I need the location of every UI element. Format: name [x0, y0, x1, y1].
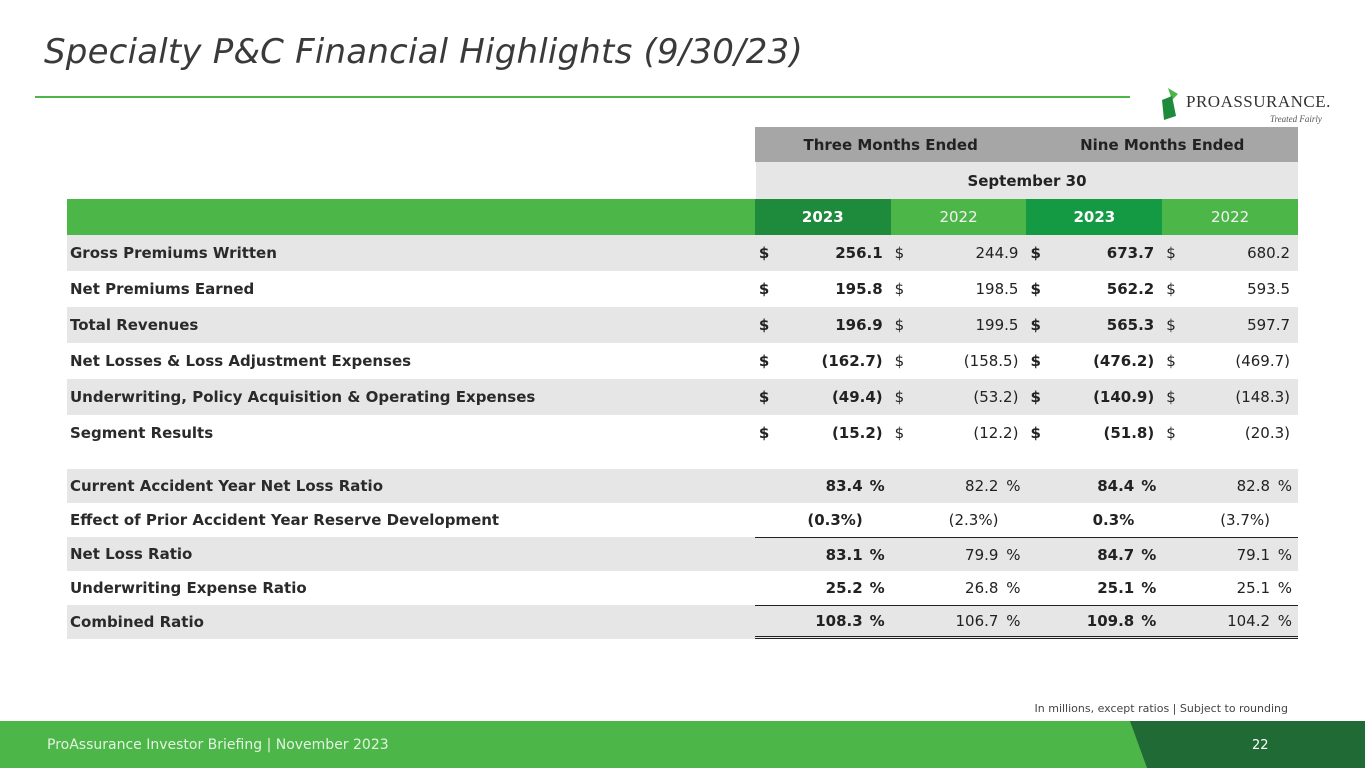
currency-symbol: $: [894, 316, 905, 334]
year-header: 2022: [1162, 199, 1298, 235]
percent-sign: %: [1141, 545, 1157, 564]
cell-value: 597.7: [1247, 316, 1291, 334]
value-cell: [1162, 537, 1298, 571]
value-cell: [1026, 605, 1162, 639]
table-row: [67, 469, 1298, 503]
cell-value: (0.3%): [807, 511, 863, 529]
cell-value: (162.7): [821, 352, 883, 370]
value-cell: [755, 605, 891, 639]
currency-symbol: $: [1166, 244, 1176, 262]
cell-value: 256.1: [835, 244, 883, 262]
value-cell: [891, 343, 1027, 379]
currency-symbol: $: [894, 244, 905, 262]
cell-value: 109.8: [1086, 612, 1135, 630]
value-cell: [755, 503, 891, 537]
cell-value: 25.1: [1097, 579, 1135, 597]
value-cell: [891, 235, 1027, 271]
currency-symbol: $: [758, 388, 770, 406]
cell-value: (53.2): [973, 388, 1019, 406]
currency-symbol: $: [1030, 280, 1041, 298]
value-cell: [1162, 503, 1298, 537]
cell-value: 565.3: [1106, 316, 1155, 334]
percent-sign: %: [1141, 579, 1157, 597]
cell-value: (140.9): [1093, 388, 1155, 406]
currency-symbol: $: [1166, 316, 1176, 334]
row-label: Gross Premiums Written: [70, 244, 277, 262]
cell-value: 84.4: [1097, 477, 1135, 495]
percent-sign: %: [1006, 545, 1021, 564]
table-row: [67, 271, 1298, 307]
year-header: 2022: [891, 199, 1027, 235]
row-label: Net Losses & Loss Adjustment Expenses: [70, 352, 412, 370]
cell-value: (15.2): [831, 424, 883, 442]
currency-symbol: $: [1166, 352, 1176, 370]
cell-value: 244.9: [975, 244, 1019, 262]
title-divider: [35, 96, 1130, 98]
currency-symbol: $: [758, 280, 770, 298]
row-label: Total Revenues: [70, 316, 199, 334]
percent-sign: %: [869, 545, 885, 564]
cell-value: 199.5: [975, 316, 1019, 334]
percent-sign: %: [869, 579, 885, 597]
cell-value: (2.3%): [948, 511, 999, 529]
cell-value: (476.2): [1093, 352, 1155, 370]
header-three-months: Three Months Ended: [755, 127, 1027, 162]
value-cell: [755, 343, 891, 379]
value-cell: [755, 379, 891, 415]
value-cell: [1026, 571, 1162, 605]
year-header: 2023: [755, 199, 891, 235]
cell-value: 108.3: [815, 612, 863, 630]
cell-value: 82.2: [965, 477, 999, 495]
currency-symbol: $: [758, 424, 770, 442]
footer-accent: [1130, 721, 1365, 768]
cell-value: 25.1: [1236, 579, 1271, 597]
cell-value: (49.4): [831, 388, 883, 406]
cell-value: 26.8: [965, 579, 999, 597]
cell-value: 84.7: [1097, 545, 1135, 564]
percent-sign: %: [1141, 477, 1157, 495]
value-cell: [1162, 571, 1298, 605]
value-cell: [891, 379, 1027, 415]
value-cell: [891, 271, 1027, 307]
value-cell: [1162, 235, 1298, 271]
cell-value: (12.2): [973, 424, 1019, 442]
cell-value: 82.8: [1236, 477, 1271, 495]
percent-sign: %: [1277, 579, 1293, 597]
row-label: Combined Ratio: [70, 613, 204, 631]
value-cell: [1026, 537, 1162, 571]
cell-value: (20.3): [1244, 424, 1291, 442]
cell-value: (148.3): [1235, 388, 1291, 406]
value-cell: [755, 271, 891, 307]
value-cell: [1026, 469, 1162, 503]
value-cell: [1162, 605, 1298, 639]
row-label: Underwriting, Policy Acquisition & Operating Expenses: [70, 388, 536, 406]
table-row: [67, 235, 1298, 271]
value-cell: [1026, 503, 1162, 537]
table-row: [67, 605, 1298, 639]
percent-sign: %: [1277, 545, 1293, 564]
currency-symbol: $: [1166, 424, 1176, 442]
value-cell: [1026, 235, 1162, 271]
value-cell: [1026, 379, 1162, 415]
row-label: Effect of Prior Accident Year Reserve Development: [70, 511, 500, 529]
value-cell: [1162, 343, 1298, 379]
currency-symbol: $: [1030, 244, 1041, 262]
table-row: [67, 343, 1298, 379]
footer-text: ProAssurance Investor Briefing | November 2023: [47, 737, 389, 753]
cell-value: 680.2: [1247, 244, 1291, 262]
table-row: [67, 415, 1298, 451]
cell-value: 673.7: [1106, 244, 1155, 262]
row-label: Segment Results: [70, 424, 214, 442]
currency-symbol: $: [894, 424, 905, 442]
currency-symbol: $: [758, 352, 770, 370]
logo-mark-icon: [1158, 86, 1182, 122]
currency-symbol: $: [1166, 280, 1176, 298]
cell-value: 25.2: [825, 579, 863, 597]
value-cell: [755, 307, 891, 343]
value-cell: [755, 415, 891, 451]
value-cell: [755, 469, 891, 503]
percent-sign: %: [869, 612, 885, 630]
proassurance-logo: [1158, 86, 1333, 126]
currency-symbol: $: [894, 388, 905, 406]
currency-symbol: $: [1030, 424, 1041, 442]
value-cell: [755, 571, 891, 605]
cell-value: 79.9: [965, 545, 999, 564]
cell-value: 83.4: [825, 477, 863, 495]
table-row: [67, 503, 1298, 537]
percent-sign: %: [1277, 612, 1293, 630]
currency-symbol: $: [1030, 388, 1041, 406]
currency-symbol: $: [894, 352, 905, 370]
value-cell: [891, 415, 1027, 451]
cell-value: 196.9: [835, 316, 883, 334]
currency-symbol: $: [1030, 316, 1041, 334]
logo-tagline: Treated Fairly: [1270, 114, 1322, 124]
cell-value: 104.2: [1227, 612, 1271, 630]
footnote: In millions, except ratios | Subject to rounding: [1034, 702, 1288, 715]
page-number: 22: [1252, 738, 1269, 753]
table-row: [67, 571, 1298, 605]
value-cell: [891, 503, 1027, 537]
value-cell: [891, 307, 1027, 343]
value-cell: [1026, 271, 1162, 307]
table-row: [67, 379, 1298, 415]
row-label: Underwriting Expense Ratio: [70, 579, 307, 597]
cell-value: (3.7%): [1220, 511, 1271, 529]
value-cell: [1162, 307, 1298, 343]
year-header-row: [67, 199, 1298, 235]
table-row: [67, 307, 1298, 343]
value-cell: [891, 469, 1027, 503]
cell-value: 83.1: [825, 545, 863, 564]
cell-value: 106.7: [955, 612, 999, 630]
value-cell: [891, 605, 1027, 639]
cell-value: (469.7): [1235, 352, 1291, 370]
value-cell: [1026, 415, 1162, 451]
cell-value: 562.2: [1106, 280, 1155, 298]
percent-sign: %: [1141, 612, 1157, 630]
currency-symbol: $: [758, 244, 770, 262]
cell-value: 593.5: [1247, 280, 1291, 298]
value-cell: [1026, 343, 1162, 379]
value-cell: [1026, 307, 1162, 343]
header-period: September 30: [756, 162, 1298, 199]
row-label: Current Accident Year Net Loss Ratio: [70, 477, 383, 495]
logo-wordmark: PROASSURANCE.: [1186, 92, 1331, 111]
cell-value: 79.1: [1236, 545, 1271, 564]
value-cell: [891, 571, 1027, 605]
currency-symbol: $: [1030, 352, 1041, 370]
row-label: Net Loss Ratio: [70, 545, 193, 563]
cell-value: 198.5: [975, 280, 1019, 298]
cell-value: (158.5): [963, 352, 1019, 370]
currency-symbol: $: [894, 280, 905, 298]
value-cell: [1162, 415, 1298, 451]
value-cell: [1162, 469, 1298, 503]
value-cell: [755, 537, 891, 571]
period-header-row: [67, 162, 1298, 199]
table-row: [67, 537, 1298, 571]
page-title: Specialty P&C Financial Highlights (9/30/23): [44, 32, 803, 72]
currency-symbol: $: [1166, 388, 1176, 406]
financial-table: [67, 127, 1298, 639]
percent-sign: %: [1006, 477, 1021, 495]
value-cell: [891, 537, 1027, 571]
cell-value: 195.8: [835, 280, 883, 298]
percent-sign: %: [869, 477, 885, 495]
year-header: 2023: [1026, 199, 1162, 235]
cell-value: (51.8): [1103, 424, 1155, 442]
value-cell: [1162, 379, 1298, 415]
header-nine-months: Nine Months Ended: [1026, 127, 1298, 162]
value-cell: [755, 235, 891, 271]
percent-sign: %: [1006, 612, 1021, 630]
cell-value: 0.3%: [1092, 511, 1135, 529]
row-label: Net Premiums Earned: [70, 280, 255, 298]
percent-sign: %: [1277, 477, 1293, 495]
currency-symbol: $: [758, 316, 770, 334]
percent-sign: %: [1006, 579, 1021, 597]
value-cell: [1162, 271, 1298, 307]
group-header-row: [67, 127, 1298, 162]
